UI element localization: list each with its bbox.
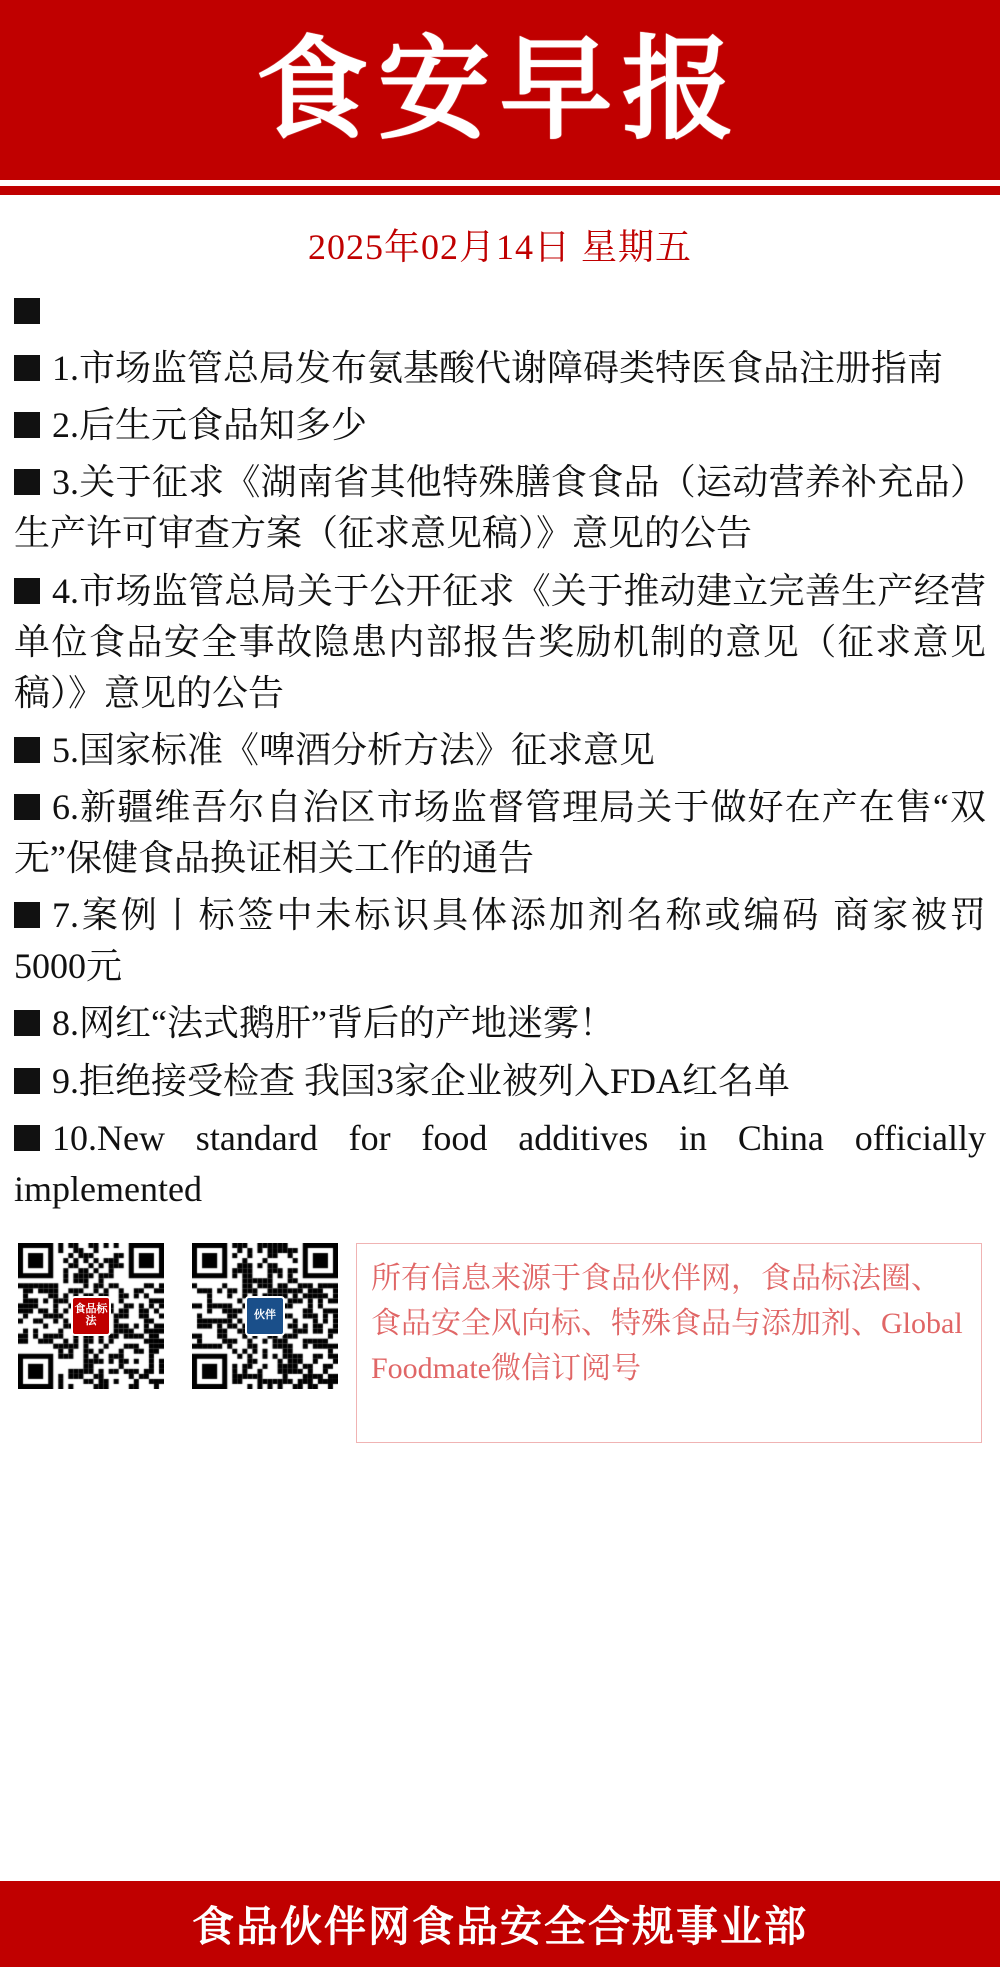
list-item-text: 9.拒绝接受检查 我国3家企业被列入FDA红名单 [52,1060,791,1101]
list-item[interactable] [14,998,986,1049]
list-item-text: 7.案例丨标签中未标识具体添加剂名称或编码 商家被罚5000元 [14,895,986,987]
list-item [14,286,986,337]
list-item-text: 3.关于征求《湖南省其他特殊膳食食品（运动营养补充品）生产许可审查方案（征求意见稿）》意见的公告 [14,462,986,554]
list-item[interactable] [14,457,986,559]
list-item-text: 10.New standard for food additives in China officially implemented [14,1117,986,1209]
qr-center-logo-2: 伙伴 [245,1296,285,1336]
list-item[interactable] [14,1113,986,1215]
bullet-icon [14,412,40,438]
qr-code-group [18,1243,338,1389]
list-item[interactable] [14,343,986,394]
list-item-text: 4.市场监管总局关于公开征求《关于推动建立完善生产经营单位食品安全事故隐患内部报告奖励机制的意见（征求意见稿）》意见的公告 [14,570,986,713]
list-item-text: 5.国家标准《啤酒分析方法》征求意见 [52,729,656,770]
bullet-icon [14,1068,40,1094]
bullet-icon [14,902,40,928]
list-item-text: 6.新疆维吾尔自治区市场监督管理局关于做好在产在售“双无”保健食品换证相关工作的通告 [14,786,986,879]
list-item[interactable] [14,400,986,451]
list-item[interactable] [14,782,986,884]
bullet-icon [14,578,40,604]
source-note: 所有信息来源于食品伙伴网，食品标法圈、食品安全风向标、特殊食品与添加剂、Global Foodmate微信订阅号 [356,1243,982,1443]
bullet-icon [14,1125,40,1151]
header-rule [0,186,1000,195]
footer-area [0,1221,1000,1443]
list-item[interactable] [14,725,986,776]
list-item[interactable] [14,890,986,992]
news-list [0,286,1000,1221]
bottom-bar [0,1881,1000,1967]
qr-center-logo-1: 食品标法 [71,1296,111,1336]
list-item[interactable] [14,1056,986,1107]
header-banner [0,0,1000,180]
bullet-icon [14,794,40,820]
page-title: 食安早报 [256,27,744,152]
bullet-icon [14,298,40,324]
list-item[interactable] [14,566,986,719]
bullet-icon [14,469,40,495]
qr-code-shipinbiaofa[interactable] [18,1243,164,1389]
bottom-bar-text: 食品伙伴网食品安全合规事业部 [191,1903,808,1950]
list-item-text: 8.网红“法式鹅肝”背后的产地迷雾！ [52,1003,615,1044]
bullet-icon [14,737,40,763]
bullet-icon [14,355,40,381]
bullet-icon [14,1010,40,1036]
qr-code-shipinhuobanwang[interactable] [192,1243,338,1389]
date-line: 2025年02月14日 星期五 [307,227,692,267]
list-item-text: 1.市场监管总局发布氨基酸代谢障碍类特医食品注册指南 [52,348,944,389]
list-item-text: 2.后生元食品知多少 [52,405,368,446]
